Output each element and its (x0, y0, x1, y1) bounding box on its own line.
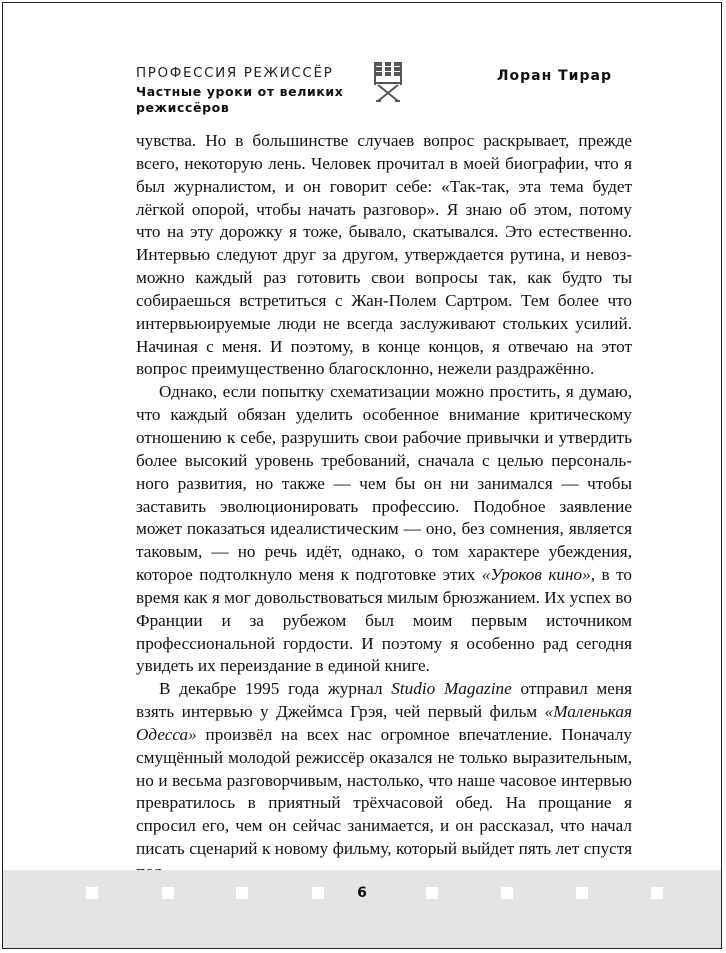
paragraph-3-text-c: произвёл на всех нас огромное впечатление. Поначалу смущённый молодой режиссёр оказался не только выразительным, но и весьма разговорчивым, настолько, что наше часовое интервью превратилось в приятный трёхчасовой обед. На прощание я спросил его, чем он сейчас занимается, и он рассказал, что начал писать сценарий к новому фильму, который выйдет пять лет спустя (136, 724, 632, 859)
paragraph-2 (136, 381, 632, 678)
director-chair-icon (373, 59, 403, 103)
magazine-title: Studio Magazine (391, 679, 512, 699)
series-title: ПРОФЕССИЯ РЕЖИССЁР (136, 65, 334, 81)
page-number: 6 (357, 885, 367, 901)
book-page (2, 2, 722, 949)
paragraph-3 (136, 678, 632, 884)
book-subtitle: Частные уроки от великих режиссёров (136, 84, 344, 115)
author-name: Лоран Тирар (496, 68, 612, 84)
paragraph-2-text-a: Однако, если попытку схематизации можно простить, я думаю, что каждый обязан уделить особенное внимание критическому отношению к себе, разрушить свои рабочие привычки и утвердить более высокий уровень требований, сначала с целью персонального развития, но также — чем бы он ни занимался — чтобы заставить эволюционировать профессию. Подобное заявление может показаться идеалистическим — оно, без сомнения, является таковым, — но речь идёт, однако, о том характере убеждения, которое подтолкнуло меня к подготовке этих (136, 382, 632, 585)
paragraph-3-text-a: В декабре 1995 года журнал (159, 679, 392, 699)
book-title-reference: «Уроков кино» (481, 565, 591, 585)
paragraph-3-text-b: отправил меня взять интервью у Джеймса Грэя, чей первый фильм (136, 679, 632, 722)
film-title: «Маленькая Одесса» (136, 702, 632, 744)
paragraph-2-text-b: , в то время как я мог довольствоваться милым брюзжанием. Их успех во Франции и за рубежом был моим первым источником профессиональной гордости. И поэтому я особенно рад сегодня увидеть их переиздание в единой книге. (136, 565, 632, 676)
running-header (136, 65, 612, 125)
paragraph-1: чувства. Но в большинстве случаев вопрос раскрывает, прежде всего, некоторую лень. Человек прочитал в моей биографии, что я был журналистом, и он говорит себе: «Так-так, эта тема будет лёгкой опорой, чтобы начать разговор». Я знаю об этом, потому что на эту дорожку я тоже, бывало, скатывался. Это естественно. Интервью следуют друг за другом, утверждается рутина, и невозможно каждый раз готовить свои вопросы так, как будто ты собираешься встретиться с Жан-Полем Сартром. Тем более что интервьюируемые люди не всегда заслуживают стольких усилий. Начиная с меня. И поэтому, в конце концов, я отвечаю на этот вопрос преимущественно благосклонно, нежели раздражённо. (136, 131, 632, 379)
main-text (136, 130, 632, 884)
page-footer (3, 870, 721, 949)
